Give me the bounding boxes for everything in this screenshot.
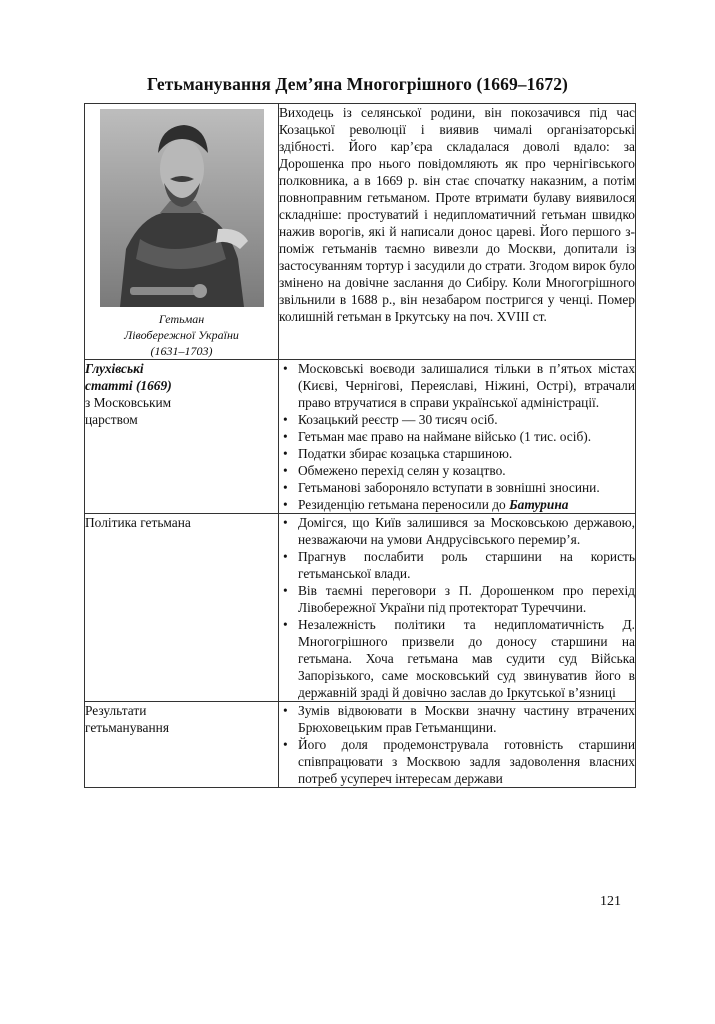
list-item: • Гетьман має право на наймане військо (1 тис. осіб). xyxy=(279,428,635,445)
row-content xyxy=(279,514,636,702)
list-item: • Зумів відвоювати в Москви значну частину втрачених Брюховецьким прав Гетьманщини. xyxy=(279,702,635,736)
bullet-list xyxy=(279,360,635,513)
caption-line: Гетьман xyxy=(158,312,205,326)
biography-text: Виходець із селянської родини, він покозачився під час Козацької революції і виявив чималі організаторські здібності. Його кар’єра складалася доволі вдало: за Дорошенка про нього повідомляють як про чернігівського полковника, а в 1669 р. він стає спочатку наказним, а потім повноправним гетьманом. Проте втримати булаву виявилося складніше: простуватий і недипломатичний гетьман швидко нажив ворогів, які й написали донос цареві. Його першого з-поміж гетьманів таємно вивезли до Москви, допитали із застосуванням тортур і засудили до страти. Згодом вирок було змінено на довічне заслання до Сибіру. Коли Многогрішного звільнили в 1688 р., він незабаром постригся у ченці. Помер колишній гетьман в Іркутську на поч. XVIII ст. xyxy=(279,104,636,360)
list-item: • Незалежність політики та недипломатичність Д. Многогрішного призвели до доносу старшини на гетьмана. Хоча гетьмана мав судити суд Війська Запорізького, саме московський суд звинуватив його в державній зраді й довічно заслав до Іркутської в’язниці xyxy=(279,616,635,701)
row-label-line: статті (1669) xyxy=(85,378,172,393)
hetman-table xyxy=(84,103,636,788)
row-label-policy: Політика гетьмана xyxy=(85,514,279,702)
row-label-results xyxy=(85,702,279,788)
list-item xyxy=(279,496,635,513)
hetman-portrait-image xyxy=(100,109,264,307)
list-item: • Прагнув послабити роль старшини на користь гетьманської влади. xyxy=(279,548,635,582)
portrait-row xyxy=(85,104,636,360)
table-row xyxy=(85,514,636,702)
row-label-line: з Московським xyxy=(85,395,172,410)
list-item: • Домігся, що Київ залишився за Московською державою, незважаючи на умови Андрусівського перемир’я. xyxy=(279,514,635,548)
row-label-line: Глухівські xyxy=(85,361,144,376)
bullet-list xyxy=(279,514,635,701)
list-item: • Його доля продемонструвала готовність старшини співпрацювати з Москвою задля задоволення власних потреб усупереч інтересам держави xyxy=(279,736,635,787)
table-row xyxy=(85,360,636,514)
table-row xyxy=(85,702,636,788)
list-item: • Гетьманові забороняло вступати в зовнішні зносини. xyxy=(279,479,635,496)
row-label-hlukhiv-articles xyxy=(85,360,279,514)
portrait-cell xyxy=(85,104,279,360)
list-item: • Вів таємні переговори з П. Дорошенком про перехід Лівобережної України під протекторат Туреччини. xyxy=(279,582,635,616)
list-item: • Податки збирає козацька старшиною. xyxy=(279,445,635,462)
row-label-line: царством xyxy=(85,412,138,427)
row-label-line: гетьманування xyxy=(85,720,169,735)
list-item: • Московські воєводи залишалися тільки в п’ятьох містах (Києві, Чернігові, Переяславі, Ніжині, Острі), втрачали право втручатися в справи української адміністрації. xyxy=(279,360,635,411)
list-item: • Козацький реєстр — 30 тисяч осіб. xyxy=(279,411,635,428)
caption-line: (1631–1703) xyxy=(150,344,213,358)
baturyn-emphasis: Батурина xyxy=(509,497,569,512)
row-content xyxy=(279,702,636,788)
caption-line: Лівобережної України xyxy=(124,328,239,342)
page-number: 121 xyxy=(600,894,621,909)
bullet-list xyxy=(279,702,635,787)
portrait-caption xyxy=(85,311,278,359)
list-item: • Обмежено перехід селян у козацтво. xyxy=(279,462,635,479)
row-label-line: Результати xyxy=(85,703,147,718)
list-item-text: Резиденцію гетьмана переносили до xyxy=(298,497,506,512)
page-title: Гетьманування Дем’яна Многогрішного (1669–1672) xyxy=(147,74,568,94)
row-content xyxy=(279,360,636,514)
